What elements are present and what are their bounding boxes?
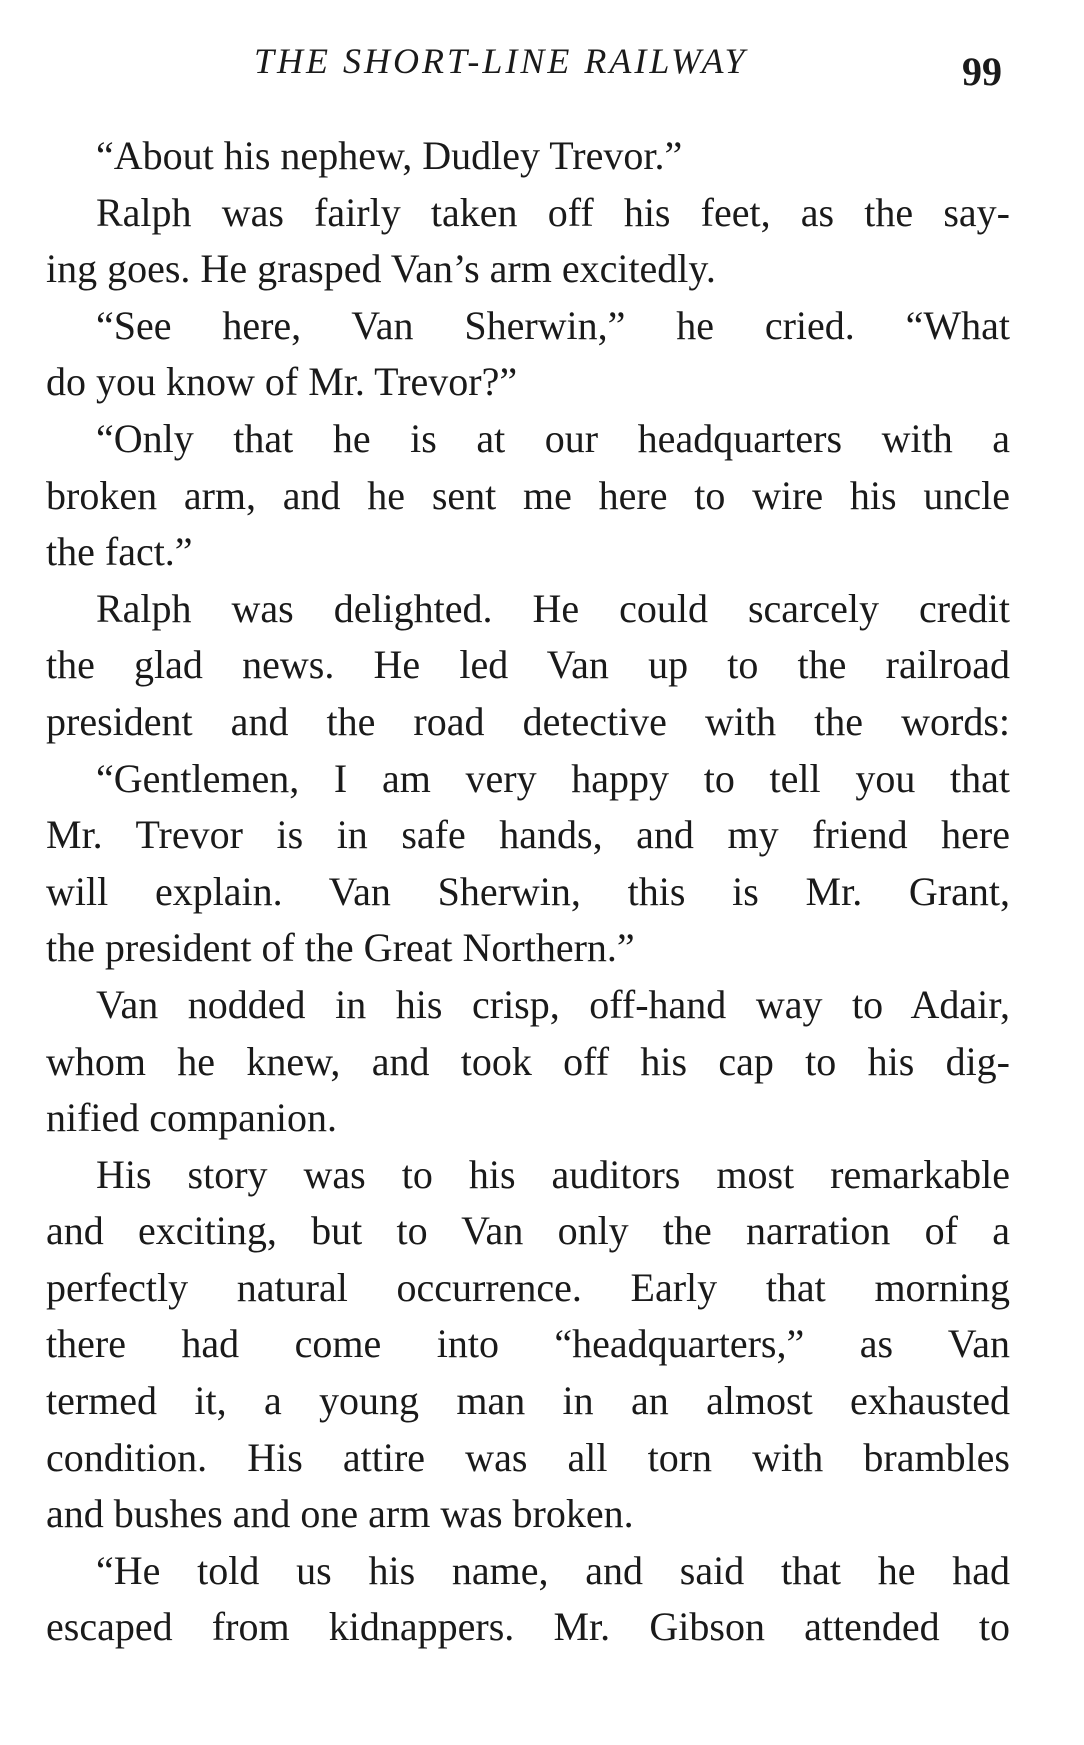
- running-head: [0, 40, 1084, 100]
- text-line: the president of the Great Northern.”: [46, 925, 635, 971]
- body-text: [46, 128, 1010, 1656]
- text-line: whom he knew, and took off his cap to his dig-: [46, 1038, 1010, 1084]
- text-line: broken arm, and he sent me here to wire his uncle: [46, 472, 1010, 518]
- text-line: “Gentlemen, I am very happy to tell you that: [96, 755, 1010, 801]
- text-line: do you know of Mr. Trevor?”: [46, 359, 518, 405]
- text-line: condition. His attire was all torn with brambles: [46, 1434, 1010, 1480]
- text-line: the glad news. He led Van up to the railroad: [46, 642, 1010, 688]
- text-line: “Only that he is at our headquarters with a: [96, 415, 1010, 461]
- text-line: and bushes and one arm was broken.: [46, 1491, 634, 1537]
- text-line: His story was to his auditors most remarkable: [96, 1151, 1010, 1197]
- text-line: there had come into “headquarters,” as Van: [46, 1321, 1010, 1367]
- text-line: nified companion.: [46, 1095, 338, 1141]
- text-line: “About his nephew, Dudley Trevor.”: [96, 133, 683, 178]
- text-line: will explain. Van Sherwin, this is Mr. Grant,: [46, 868, 1010, 914]
- text-line: “He told us his name, and said that he had: [96, 1547, 1010, 1593]
- text-line: perfectly natural occurrence. Early that morning: [46, 1264, 1010, 1310]
- text-line: the fact.”: [46, 529, 193, 575]
- text-line: Ralph was delighted. He could scarcely credit: [96, 585, 1010, 631]
- text-line: ing goes. He grasped Van’s arm excitedly.: [46, 246, 716, 292]
- text-line: Ralph was fairly taken off his feet, as the say-: [96, 189, 1010, 235]
- text-line: Mr. Trevor is in safe hands, and my friend here: [46, 812, 1010, 858]
- text-line: and exciting, but to Van only the narration of a: [46, 1208, 1010, 1254]
- text-line: escaped from kidnappers. Mr. Gibson attended to: [46, 1604, 1010, 1650]
- page-number: 99: [962, 49, 1002, 94]
- running-title: THE SHORT-LINE RAILWAY: [254, 41, 748, 81]
- text-line: Van nodded in his crisp, off-hand way to Adair,: [96, 981, 1010, 1027]
- text-line: president and the road detective with the words:: [46, 698, 1010, 744]
- text-line: termed it, a young man in an almost exhausted: [46, 1378, 1010, 1424]
- text-line: “See here, Van Sherwin,” he cried. “What: [96, 302, 1010, 348]
